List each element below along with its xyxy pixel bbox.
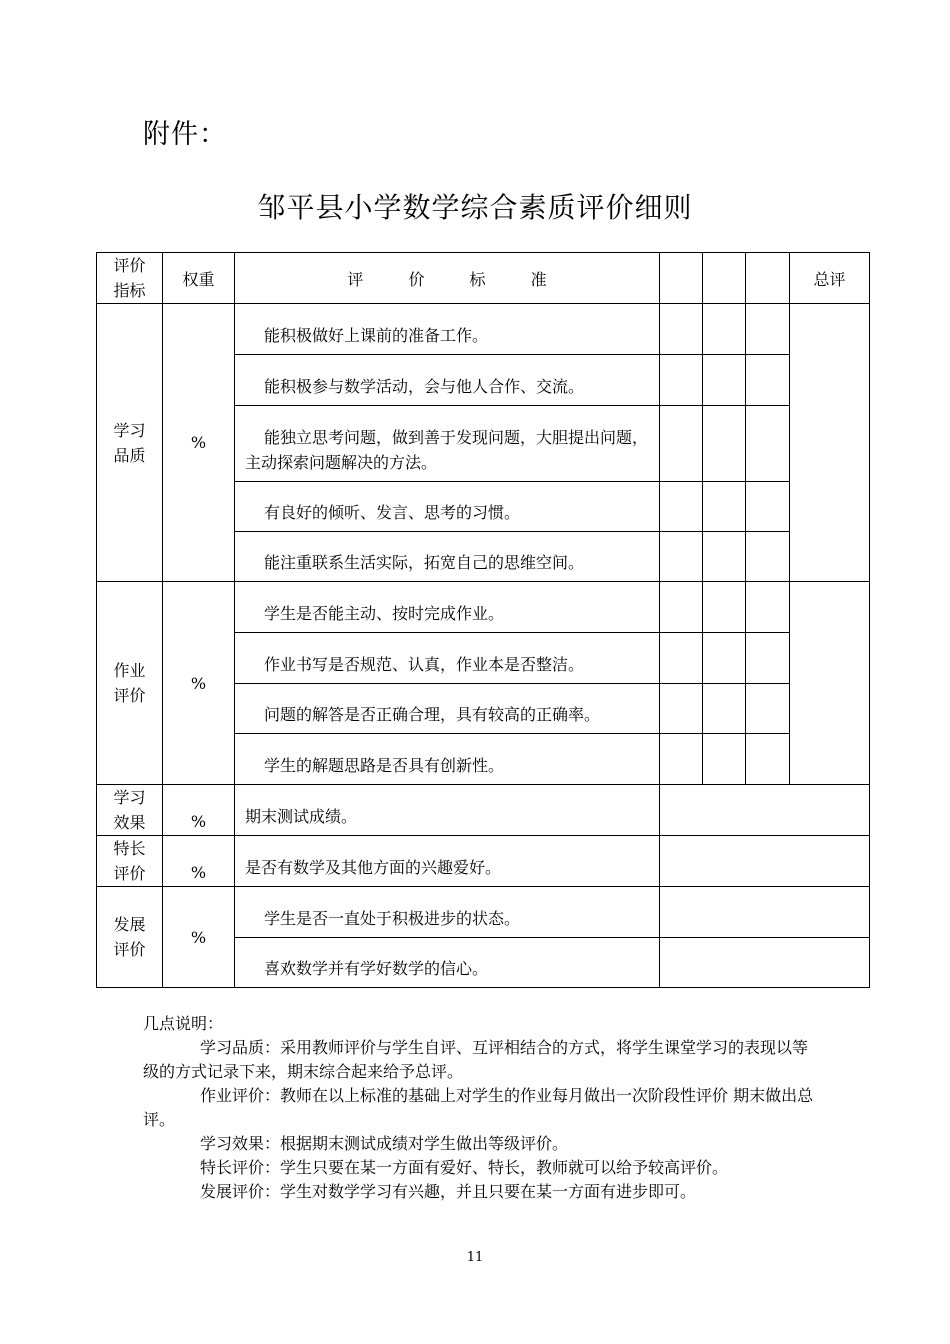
criteria-cell: 是否有数学及其他方面的兴趣爱好。: [235, 836, 660, 887]
grade-cell: [703, 304, 746, 355]
table-row: [97, 785, 870, 836]
page-number: 11: [466, 1250, 484, 1265]
criteria-text: 能注重联系生活实际，拓宽自己的思维空间。: [264, 553, 585, 572]
indicator-cell: 作业 评价: [97, 582, 163, 785]
criteria-cell: [235, 482, 660, 532]
indicator-cell: 学习 效果: [97, 785, 163, 836]
empty-cell: [660, 887, 870, 938]
grade-cell: [660, 355, 703, 406]
weight-cell: %: [163, 785, 235, 836]
note-item: 特长评价：学生只要在某一方面有爱好、特长，教师就可以给予较高评价。: [200, 1158, 729, 1177]
notes-heading: 几点说明：: [143, 1014, 224, 1033]
criteria-cell: [235, 582, 660, 633]
criteria-text: 能积极做好上课前的准备工作。: [264, 326, 489, 345]
empty-cell: [660, 785, 870, 836]
grade-cell: [746, 532, 790, 582]
note-item: 作业评价：教师在以上标准的基础上对学生的作业每月做出一次阶段性评价 期末做出总评。: [143, 1086, 814, 1129]
grade-cell: [660, 532, 703, 582]
total-cell: [790, 304, 870, 582]
criteria-cell: [235, 734, 660, 785]
criteria-cell: [235, 406, 660, 482]
grade-cell: [660, 582, 703, 633]
table-row: [97, 887, 870, 938]
grade-cell: [703, 532, 746, 582]
criteria-cell: [235, 684, 660, 734]
grade-cell: [660, 734, 703, 785]
grade-cell: [746, 482, 790, 532]
grade-cell: [703, 734, 746, 785]
criteria-cell: [235, 304, 660, 355]
grade-cell: [660, 482, 703, 532]
grade-cell: [746, 633, 790, 684]
grade-cell: [746, 734, 790, 785]
grade-cell: [746, 355, 790, 406]
grade-cell: [703, 633, 746, 684]
grade-cell: [703, 406, 746, 482]
criteria-cell: 期末测试成绩。: [235, 785, 660, 836]
weight-cell: %: [163, 582, 235, 785]
grade-cell: [660, 684, 703, 734]
header-weight: 权重: [163, 253, 235, 304]
grade-cell: [746, 406, 790, 482]
criteria-text: 能积极参与数学活动，会与他人合作、交流。: [264, 377, 585, 396]
evaluation-table: [96, 252, 870, 988]
criteria-text: 学生是否能主动、按时完成作业。: [264, 604, 505, 623]
attachment-label: 附件：: [143, 119, 227, 150]
grade-cell: [746, 253, 790, 304]
criteria-cell: [235, 887, 660, 938]
grade-cell: [703, 582, 746, 633]
indicator-cell: 特长 评价: [97, 836, 163, 887]
header-indicator: 评价 指标: [97, 253, 163, 304]
total-cell: [790, 582, 870, 785]
grade-cell: [703, 684, 746, 734]
table-row: [97, 582, 870, 633]
grade-cell: [746, 582, 790, 633]
table-row: [97, 836, 870, 887]
table-header-row: [97, 253, 870, 304]
header-criteria: 评 价 标 准: [235, 253, 660, 304]
criteria-text: 问题的解答是否正确合理，具有较高的正确率。: [264, 705, 601, 724]
criteria-text: 喜欢数学并有学好数学的信心。: [264, 959, 489, 978]
empty-cell: [660, 938, 870, 988]
note-item: 学习效果：根据期末测试成绩对学生做出等级评价。: [200, 1134, 569, 1153]
grade-cell: [660, 633, 703, 684]
criteria-text: 作业书写是否规范、认真，作业本是否整洁。: [264, 655, 585, 674]
notes-section: [143, 1012, 823, 1204]
grade-cell: [703, 253, 746, 304]
criteria-cell: [235, 633, 660, 684]
weight-cell: %: [163, 304, 235, 582]
weight-cell: %: [163, 887, 235, 988]
grade-cell: [660, 406, 703, 482]
table-row: [97, 304, 870, 355]
grade-cell: [660, 304, 703, 355]
header-total: 总评: [790, 253, 870, 304]
empty-cell: [660, 836, 870, 887]
grade-cell: [703, 482, 746, 532]
criteria-cell: [235, 532, 660, 582]
criteria-text: 学生的解题思路是否具有创新性。: [264, 756, 505, 775]
grade-cell: [660, 253, 703, 304]
grade-cell: [746, 304, 790, 355]
grade-cell: [746, 684, 790, 734]
criteria-text: 学生是否一直处于积极进步的状态。: [264, 909, 521, 928]
weight-cell: %: [163, 836, 235, 887]
indicator-cell: 发展 评价: [97, 887, 163, 988]
criteria-cell: [235, 355, 660, 406]
criteria-text: 有良好的倾听、发言、思考的习惯。: [264, 503, 521, 522]
indicator-cell: 学习 品质: [97, 304, 163, 582]
note-item: 发展评价：学生对数学学习有兴趣，并且只要在某一方面有进步即可。: [200, 1182, 697, 1201]
grade-cell: [703, 355, 746, 406]
criteria-cell: [235, 938, 660, 988]
document-title: 邹平县小学数学综合素质评价细则: [257, 191, 693, 224]
note-item: 学习品质：采用教师评价与学生自评、互评相结合的方式，将学生课堂学习的表现以等级的方式记录下来，期末综合起来给予总评。: [143, 1038, 809, 1081]
criteria-text: 能独立思考问题，做到善于发现问题，大胆提出问题，主动探索问题解决的方法。: [245, 428, 649, 472]
